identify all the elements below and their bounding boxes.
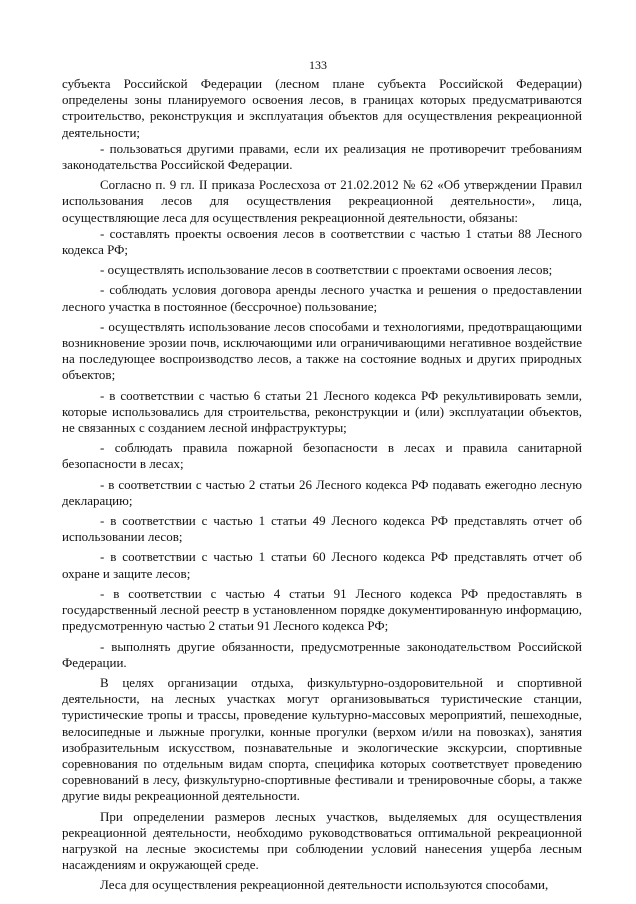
- list-item: - осуществлять использование лесов способами и технологиями, предотвращающими возникновение эрозии почв, исключающими или ограничивающими негативное воздействие на последующее воспроизводство лесов, а также на состояние водных и других природных объектов;: [62, 318, 582, 383]
- list-item: - в соответствии с частью 4 статьи 91 Лесного кодекса РФ предоставлять в государственный лесной реестр в установленном порядке документированную информацию, предусмотренную частью 2 статьи 91 Лесного кодекса РФ;: [62, 585, 582, 634]
- list-item: - в соответствии с частью 6 статьи 21 Лесного кодекса РФ рекультивировать земли, которые использовались для строительства, реконструкции и (или) эксплуатации объектов, не связанных с созданием лесной инфраструктуры;: [62, 387, 582, 436]
- list-item: - пользоваться другими правами, если их реализация не противоречит требованиям законодательства Российской Федерации.: [62, 140, 582, 173]
- list-item: - соблюдать условия договора аренды лесного участка и решения о предоставлении лесного участка в постоянное (бессрочное) пользование;: [62, 282, 582, 314]
- list-item: - в соответствии с частью 2 статьи 26 Лесного кодекса РФ подавать ежегодно лесную декларацию;: [62, 476, 582, 508]
- list-item: - составлять проекты освоения лесов в соответствии с частью 1 статьи 88 Лесного кодекса РФ;: [62, 225, 582, 258]
- list-item: - в соответствии с частью 1 статьи 49 Лесного кодекса РФ представлять отчет об использовании лесов;: [62, 513, 582, 545]
- list-item: - выполнять другие обязанности, предусмотренные законодательством Российской Федерации.: [62, 638, 582, 670]
- list-item: - осуществлять использование лесов в соответствии с проектами освоения лесов;: [100, 262, 553, 278]
- paragraph: Леса для осуществления рекреационной деятельности используются способами,: [100, 877, 549, 893]
- paragraph: субъекта Российской Федерации (лесном плане субъекта Российской Федерации) определены зоны планируемого освоения лесов, в границах которых предусматриваются строительство, реконструкция и эксплуатация объектов для осуществления рекреационной деятельности;: [62, 76, 582, 140]
- list-item: - соблюдать правила пожарной безопасности в лесах и правила санитарной безопасности в лесах;: [62, 440, 582, 472]
- list-item: - в соответствии с частью 1 статьи 60 Лесного кодекса РФ представлять отчет об охране и защите лесов;: [62, 549, 582, 581]
- page-number: 133: [309, 58, 327, 72]
- paragraph: При определении размеров лесных участков, выделяемых для осуществления рекреационной деятельности, необходимо руководствоваться оптимальной рекреационной нагрузкой на лесные экосистемы при соблюдении условий нанесения ущерба лесным насаждениям и окружающей среде.: [62, 808, 582, 873]
- paragraph: В целях организации отдыха, физкультурно-оздоровительной и спортивной деятельности, на лесных участках могут организовываться туристические станции, туристические тропы и трассы, проведение культурно-массовых мероприятий, пешеходные, велосипедные и лыжные прогулки, конные прогулки (верхом и/или на повозках), занятия изобразительным искусством, познавательные и экологические экскурсии, спортивные соревнования по отдельным видам спорта, специфика которых соответствует проведению соревнований в лесу, физкультурно-спортивные фестивали и тренировочные сборы, а также другие виды рекреационной деятельности.: [62, 674, 582, 804]
- document-body: [62, 76, 582, 894]
- paragraph: Согласно п. 9 гл. II приказа Рослесхоза от 21.02.2012 № 62 «Об утверждении Правил использования лесов для осуществления рекреационной деятельности», лица, осуществляющие леса для осуществления рекреационной деятельности, обязаны:: [62, 177, 582, 225]
